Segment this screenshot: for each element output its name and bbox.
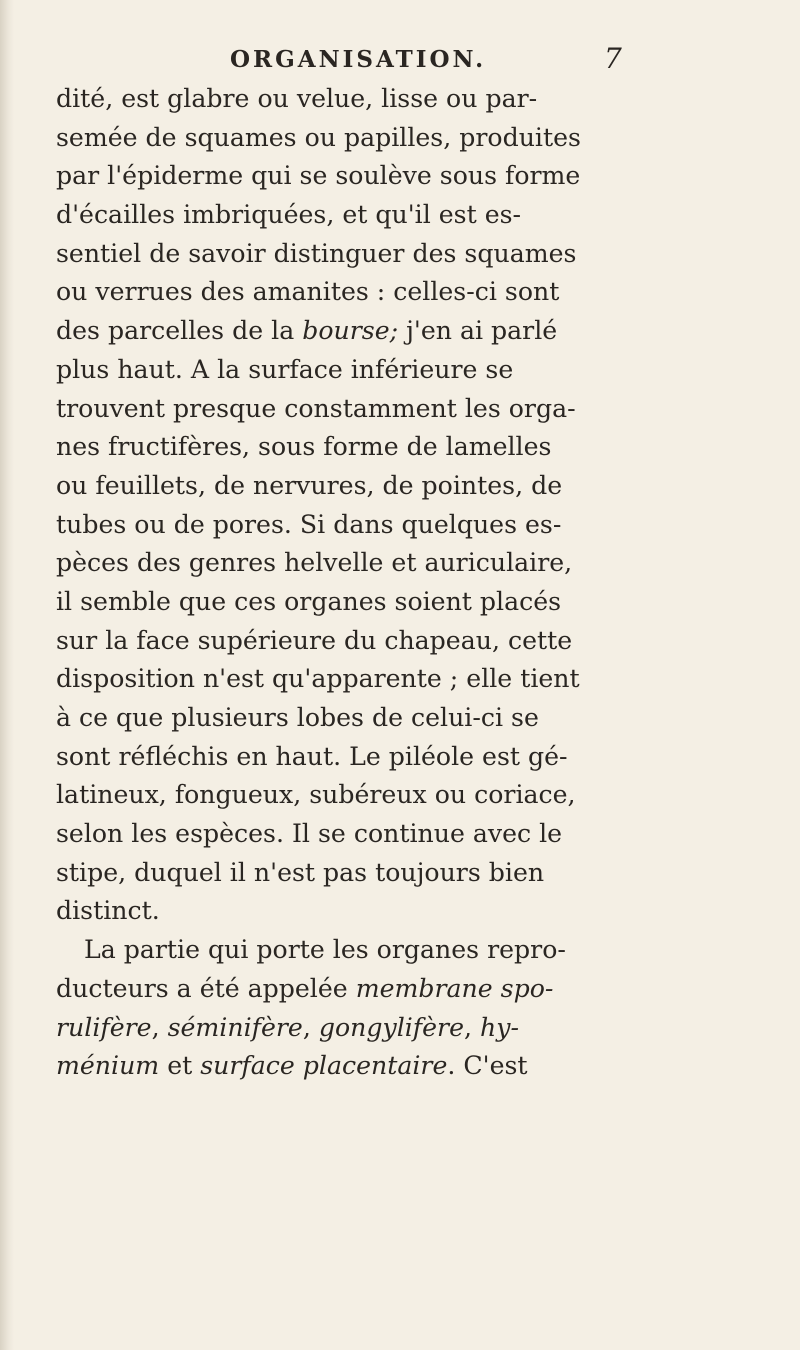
text-line <box>52 506 772 545</box>
text-segment: par l'épiderme qui se soulève sous forme <box>56 161 581 191</box>
text-segment: selon les espèces. Il se continue avec le <box>56 819 563 849</box>
body-text <box>52 80 772 1086</box>
text-segment: il semble que ces organes soient placés <box>56 586 562 616</box>
text-segment: distinct. <box>56 896 160 926</box>
text-line <box>52 892 772 931</box>
text-line <box>52 931 772 970</box>
text-segment: trouvent presque constamment les orga- <box>56 393 576 423</box>
text-segment: , <box>302 1012 319 1042</box>
text-line <box>52 157 772 196</box>
text-segment: d'écailles imbriquées, et qu'il est es- <box>56 200 522 230</box>
text-segment: sont réfléchis en haut. Le piléole est gé- <box>56 741 568 771</box>
text-segment: dité, est glabre ou velue, lisse ou par- <box>56 84 538 113</box>
text-segment: ou verrues des amanites : celles-ci sont <box>56 277 560 307</box>
italic-text: rulifère <box>56 1012 152 1042</box>
italic-text: hy- <box>480 1012 519 1042</box>
text-segment: nes fructifères, sous forme de lamelles <box>56 432 552 462</box>
running-title: ORGANISATION. <box>230 46 487 73</box>
text-segment: pèces des genres helvelle et auriculaire, <box>56 548 573 578</box>
text-line <box>52 428 772 467</box>
text-segment: plus haut. A la surface inférieure se <box>56 354 514 384</box>
italic-text: ménium <box>56 1051 160 1081</box>
text-segment: et <box>159 1051 201 1081</box>
text-segment: latineux, fongueux, subéreux ou coriace, <box>56 780 576 810</box>
text-line <box>52 312 772 351</box>
text-line <box>52 390 772 429</box>
text-line <box>52 815 772 854</box>
text-line <box>52 544 772 583</box>
text-line <box>52 351 772 390</box>
text-line <box>52 80 772 119</box>
text-line <box>52 235 772 274</box>
text-line <box>52 273 772 312</box>
text-segment: , <box>463 1012 480 1042</box>
text-line <box>52 738 772 777</box>
text-segment: ducteurs a été appelée <box>56 973 356 1003</box>
text-line <box>52 622 772 661</box>
text-segment: j'en ai parlé <box>398 316 558 346</box>
text-line <box>52 196 772 235</box>
page-header <box>52 30 772 80</box>
text-line <box>52 583 772 622</box>
italic-text: séminifère <box>167 1012 303 1042</box>
book-page <box>52 30 772 1086</box>
text-segment: tubes ou de pores. Si dans quelques es- <box>56 509 562 539</box>
text-line <box>52 776 772 815</box>
italic-text: surface placentaire <box>200 1051 448 1081</box>
page-binding-edge <box>0 0 14 1350</box>
text-line <box>52 660 772 699</box>
text-segment: stipe, duquel il n'est pas toujours bien <box>56 857 545 887</box>
text-segment: semée de squames ou papilles, produites <box>56 122 581 152</box>
text-line <box>52 119 772 158</box>
italic-text: gongylifère <box>318 1012 464 1042</box>
text-segment: La partie qui porte les organes repro- <box>84 935 566 965</box>
text-line <box>52 854 772 893</box>
text-segment: sentiel de savoir distinguer des squames <box>56 238 577 268</box>
text-segment: ou feuillets, de nervures, de pointes, de <box>56 470 563 500</box>
text-line <box>52 467 772 506</box>
text-line <box>52 1047 772 1086</box>
text-segment: sur la face supérieure du chapeau, cette <box>56 625 573 655</box>
text-segment: à ce que plusieurs lobes de celui-ci se <box>56 703 539 732</box>
text-segment: des parcelles de la <box>56 316 303 346</box>
text-line <box>52 970 772 1009</box>
text-line <box>52 1009 772 1048</box>
text-segment: . C'est <box>447 1051 528 1081</box>
italic-text: bourse; <box>302 316 399 346</box>
text-segment: disposition n'est qu'apparente ; elle tient <box>56 664 580 694</box>
page-number: 7 <box>604 42 622 75</box>
text-line <box>52 699 772 738</box>
text-segment: , <box>151 1012 168 1042</box>
italic-text: membrane spo- <box>355 973 554 1003</box>
